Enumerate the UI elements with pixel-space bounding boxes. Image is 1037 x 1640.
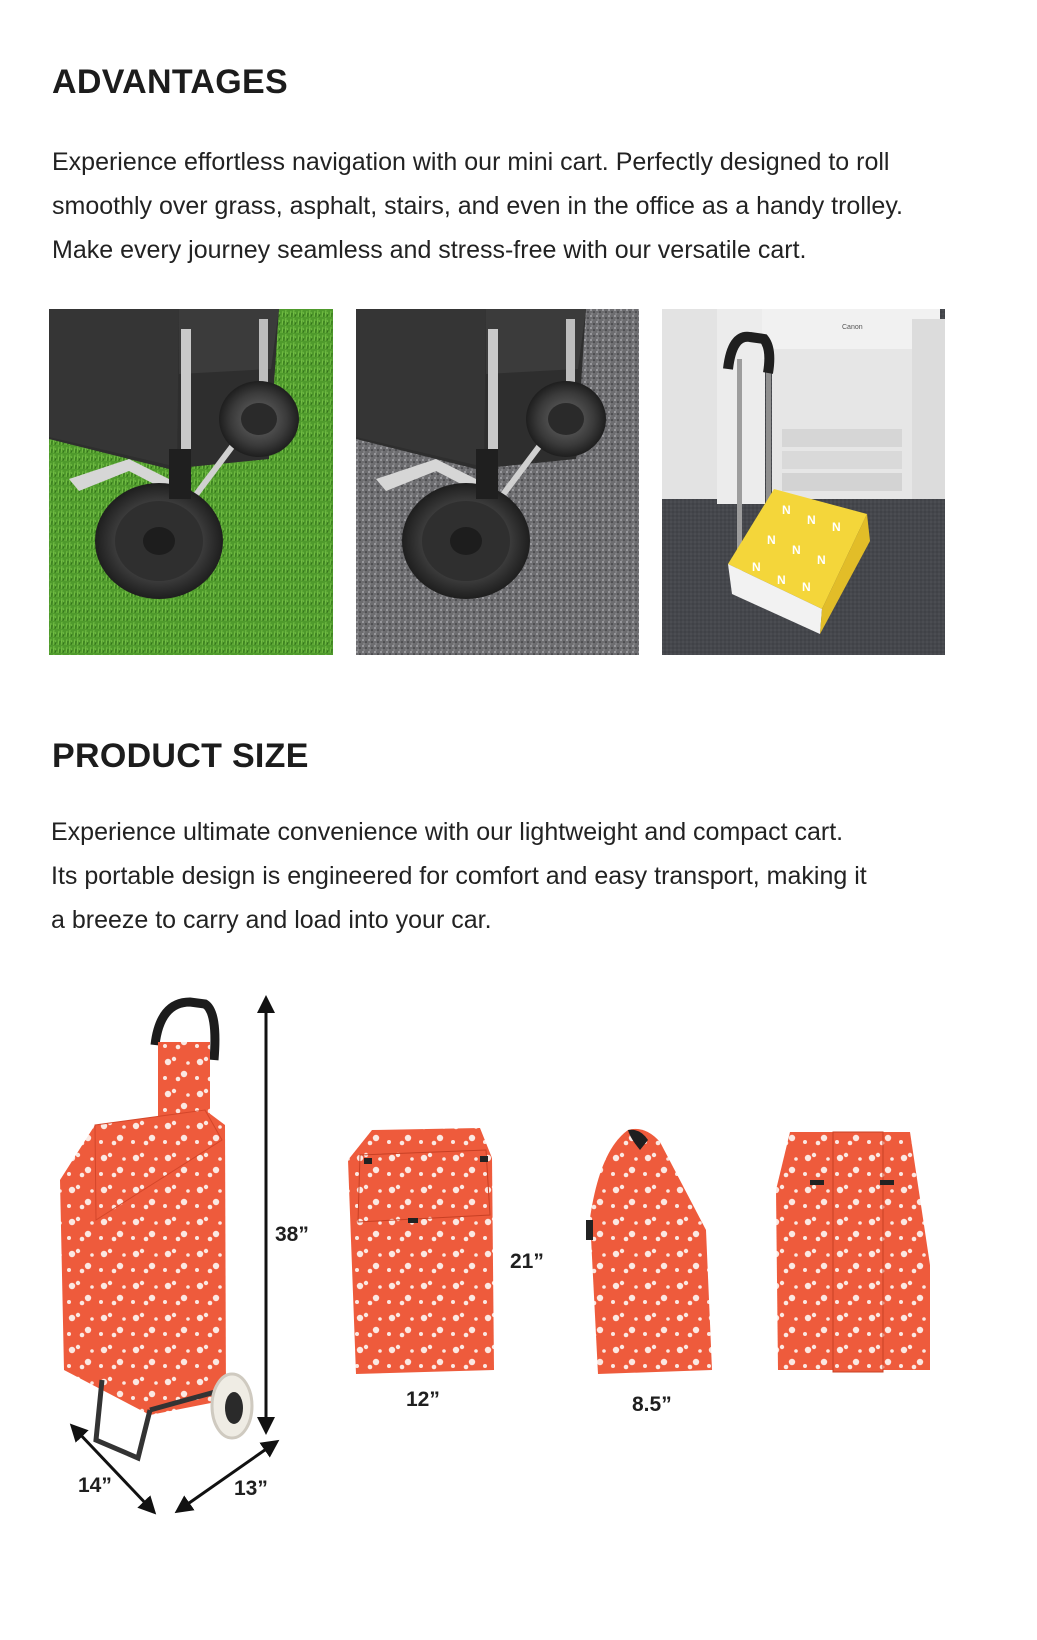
base-width-label: 13” bbox=[234, 1477, 268, 1500]
product-dimensions-diagram bbox=[0, 990, 1037, 1530]
base-depth-label: 14” bbox=[78, 1474, 112, 1497]
paper-box-letter: N bbox=[767, 533, 776, 547]
full-cart-figure bbox=[60, 1002, 252, 1458]
advantages-line-3: Make every journey seamless and stress-free with our versatile cart. bbox=[52, 236, 807, 264]
paper-box-letter: N bbox=[802, 580, 811, 594]
bag-front-figure bbox=[348, 1128, 494, 1374]
paper-box-letter: N bbox=[792, 543, 801, 557]
paper-box-letter: N bbox=[807, 513, 816, 527]
paper-box-letter: N bbox=[817, 553, 826, 567]
product-size-line-2: Its portable design is engineered for comfort and easy transport, making it bbox=[51, 862, 867, 890]
cart-in-office-image bbox=[662, 309, 945, 655]
advantages-description bbox=[52, 140, 903, 272]
advantages-title: ADVANTAGES bbox=[52, 63, 288, 101]
bag-width-label: 12” bbox=[406, 1388, 440, 1411]
bag-side-figure bbox=[586, 1129, 712, 1374]
advantages-line-2: smoothly over grass, asphalt, stairs, and even in the office as a handy trolley. bbox=[52, 192, 903, 220]
cart-on-asphalt-image bbox=[356, 309, 639, 655]
photo-asphalt bbox=[356, 309, 639, 655]
bag-depth-label: 8.5” bbox=[632, 1393, 672, 1416]
paper-box-letter: N bbox=[752, 560, 761, 574]
product-size-title: PRODUCT SIZE bbox=[52, 737, 309, 775]
product-size-line-3: a breeze to carry and load into your car. bbox=[51, 906, 492, 934]
bag-back-figure bbox=[776, 1132, 930, 1372]
product-size-description bbox=[51, 810, 867, 942]
paper-box-letter: N bbox=[782, 503, 791, 517]
cart-on-grass-image bbox=[49, 309, 333, 655]
photo-grass bbox=[49, 309, 333, 655]
height-total-label: 38” bbox=[275, 1223, 309, 1246]
advantages-line-1: Experience effortless navigation with our mini cart. Perfectly designed to roll bbox=[52, 148, 890, 176]
printer-brand-text: Canon bbox=[842, 324, 863, 331]
bag-height-label: 21” bbox=[510, 1250, 544, 1273]
paper-box-letter: N bbox=[832, 520, 841, 534]
product-size-line-1: Experience ultimate convenience with our lightweight and compact cart. bbox=[51, 818, 844, 846]
photo-office bbox=[662, 309, 945, 655]
paper-box-letter: N bbox=[777, 573, 786, 587]
